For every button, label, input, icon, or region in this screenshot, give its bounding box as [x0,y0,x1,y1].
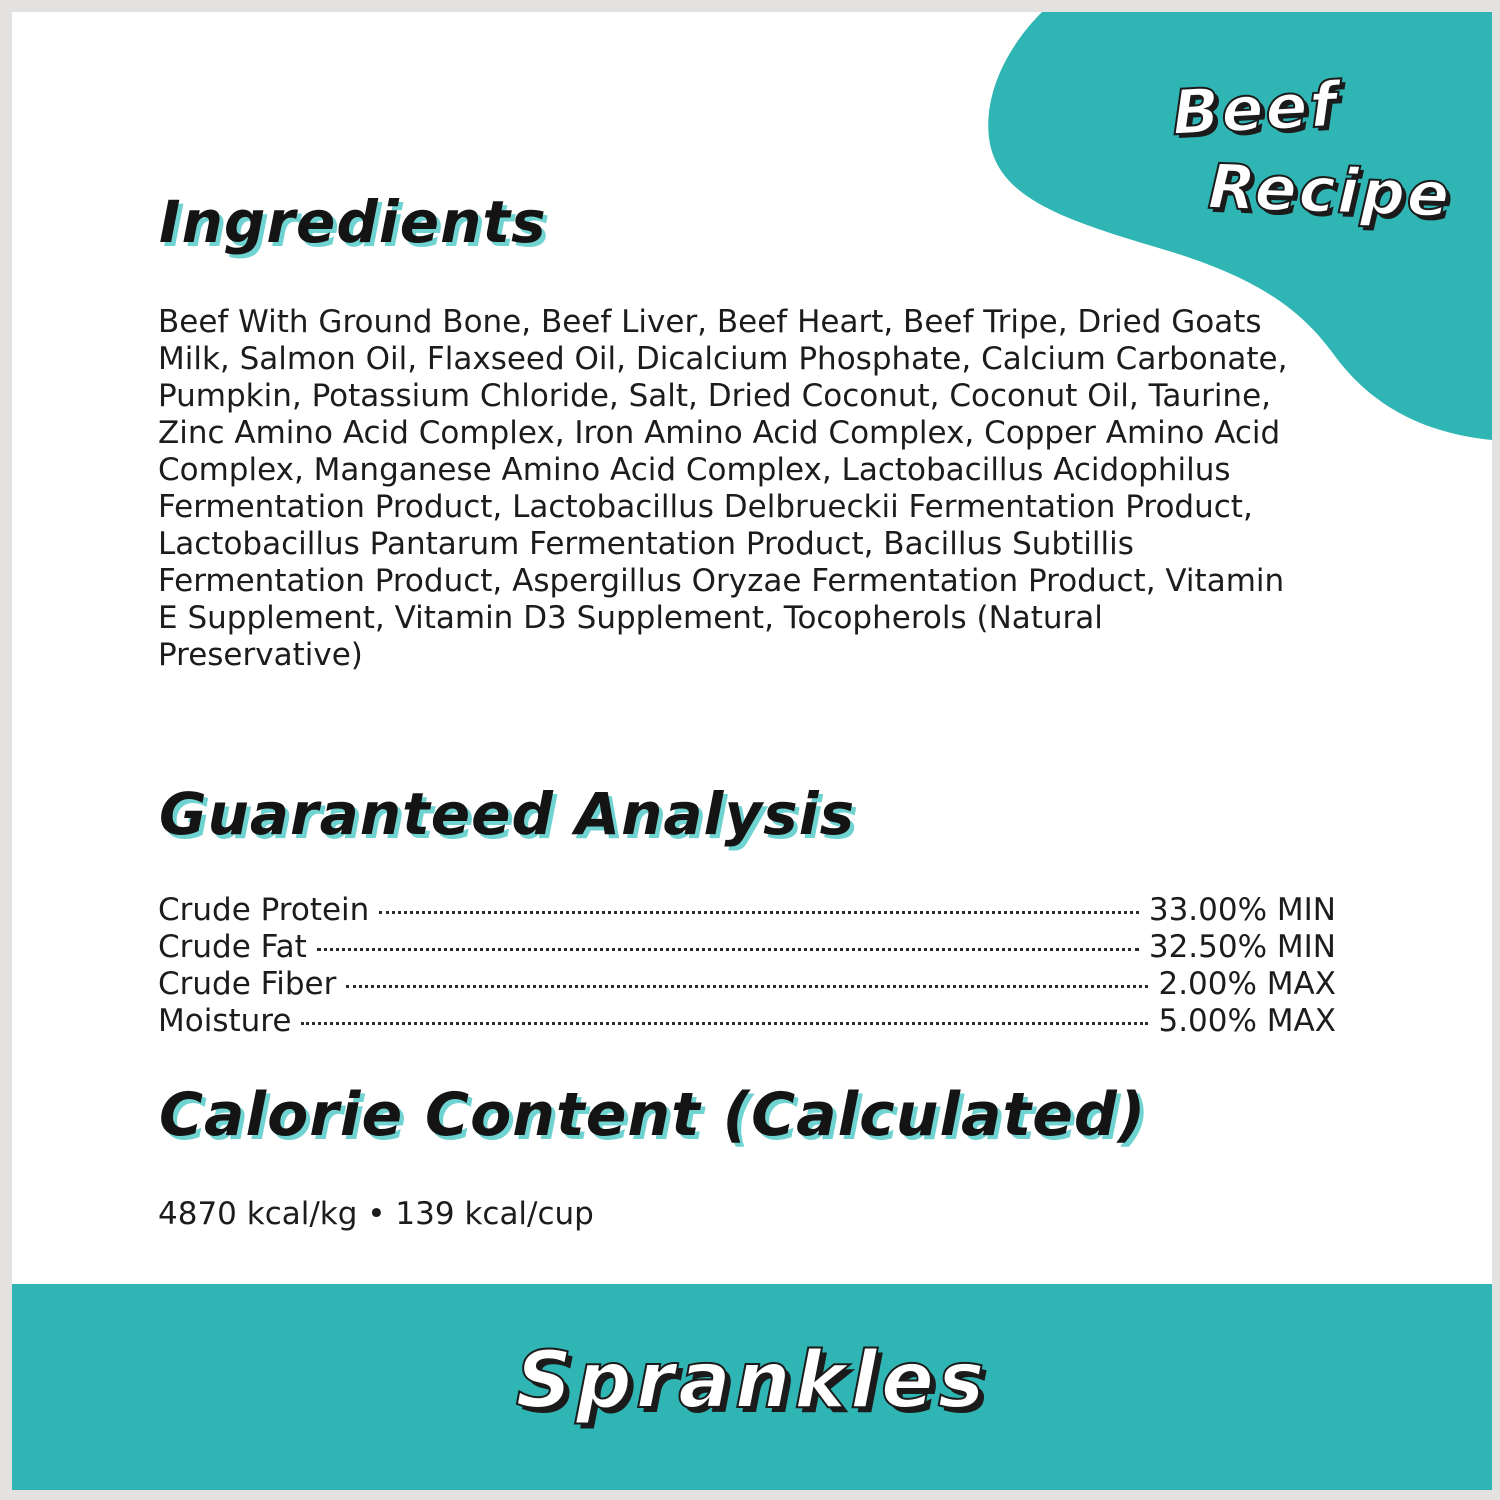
ingredients-list: Beef With Ground Bone, Beef Liver, Beef Heart, Beef Tripe, Dried Goats Milk, Salmon Oil, Flaxseed Oil, Dicalcium Phosphate, Calcium Carbonate, Pumpkin, Potassium Chloride, Salt, Dried Coconut, Coconut Oil, Taurine, Zinc Amino Acid Complex, Iron Amino Acid Complex, Copper Amino Acid Complex, Manganese Amino Acid Complex, Lactobacillus Acidophilus Fermentation Product, Lactobacillus Delbrueckii Fermentation Product, Lactobacillus Pantarum Fermentation Product, Bacillus Subtillis Fermentation Product, Aspergillus Oryzae Fermentation Product, Vitamin E Supplement, Vitamin D3 Supplement, Tocopherols (Natural Preservative) [158,304,1288,673]
analysis-row-moisture [158,1003,1336,1040]
analysis-value: 33.00% MIN [1148,892,1336,928]
analysis-label: Moisture [158,1003,292,1039]
analysis-value: 5.00% MAX [1158,1003,1336,1039]
analysis-label: Crude Protein [158,892,370,928]
product-info-panel [12,12,1492,1490]
analysis-row-crude-protein [158,892,1336,929]
analysis-label: Crude Fat [158,929,307,965]
dot-leader [301,1022,1148,1025]
analysis-table [158,892,1336,1040]
footer-band [12,1284,1492,1490]
analysis-row-crude-fat [158,929,1336,966]
analysis-label: Crude Fiber [158,966,337,1002]
dot-leader [379,911,1139,914]
analysis-row-crude-fiber [158,966,1336,1003]
analysis-value: 2.00% MAX [1158,966,1336,1002]
guaranteed-analysis-heading: Guaranteed Analysis [159,780,856,848]
dot-leader [346,985,1148,988]
calorie-content-heading: Calorie Content (Calculated) [159,1080,1147,1150]
ingredients-heading: Ingredients [159,188,547,256]
brand-logo: Sprankles [515,1336,989,1426]
analysis-value: 32.50% MIN [1148,929,1336,965]
badge-beef: Beef [1170,67,1341,150]
calorie-content-value: 4870 kcal/kg • 139 kcal/cup [158,1196,594,1232]
dot-leader [317,948,1139,951]
badge-recipe: Recipe [1206,149,1453,232]
